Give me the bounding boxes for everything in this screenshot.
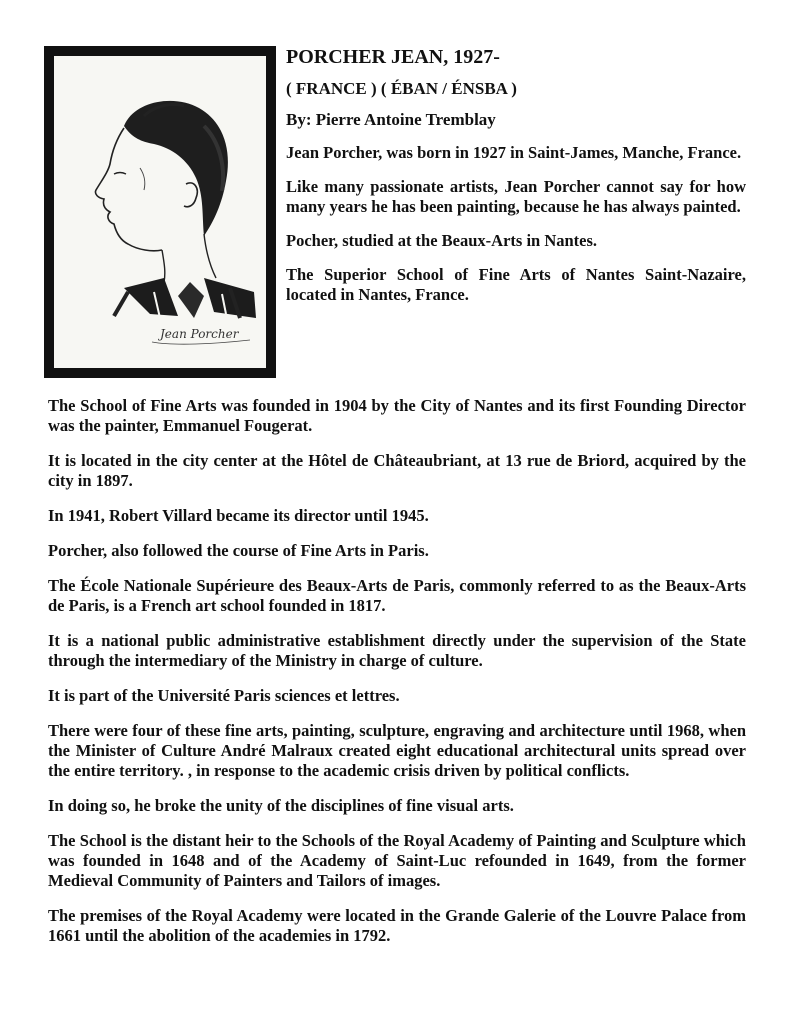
body-paragraph: It is located in the city center at the Hôtel de Châteaubriant, at 13 rue de Briord, acquired by the city in 1897. (48, 451, 746, 490)
byline: By: Pierre Antoine Tremblay (286, 110, 496, 130)
body-paragraph: Porcher, also followed the course of Fine Arts in Paris. (48, 541, 429, 560)
body-paragraph: The School is the distant heir to the Schools of the Royal Academy of Painting and Sculpture which was founded in 1648 and of the Academy of Saint-Luc refounded in 1649, from the former Medieval Community of Painters and Tailors of images. (48, 831, 746, 890)
body-column (48, 396, 746, 961)
portrait-sketch-image (54, 56, 266, 368)
body-paragraph: In 1941, Robert Villard became its director until 1945. (48, 506, 429, 525)
body-paragraph: The School of Fine Arts was founded in 1904 by the City of Nantes and its first Founding Director was the painter, Emmanuel Fougerat. (48, 396, 746, 435)
intro-paragraph: Like many passionate artists, Jean Porcher cannot say for how many years he has been painting, because he has always painted. (286, 176, 746, 216)
portrait-frame (44, 46, 276, 378)
body-paragraph: The École Nationale Supérieure des Beaux-Arts de Paris, commonly referred to as the Beaux-Arts de Paris, is a French art school founded in 1817. (48, 576, 746, 615)
body-paragraph: There were four of these fine arts, painting, sculpture, engraving and architecture until 1968, when the Minister of Culture André Malraux created eight educational architectural units spread over the entire territory. , in response to the academic crisis driven by political conflicts. (48, 721, 746, 780)
subtitle: ( FRANCE ) ( ÉBAN / ÉNSBA ) (286, 79, 517, 98)
signature: Jean Porcher (160, 327, 239, 341)
intro-paragraph: Pocher, studied at the Beaux-Arts in Nantes. (286, 230, 598, 250)
header-column (286, 46, 746, 319)
page-title: PORCHER JEAN, 1927- (286, 46, 500, 68)
intro-paragraph: The Superior School of Fine Arts of Nantes Saint-Nazaire, located in Nantes, France. (286, 264, 746, 304)
intro-paragraph: Jean Porcher, was born in 1927 in Saint-James, Manche, France. (286, 142, 742, 162)
portrait-sketch (54, 56, 266, 368)
body-paragraph: It is part of the Université Paris sciences et lettres. (48, 686, 400, 705)
body-paragraph: It is a national public administrative establishment directly under the supervision of the State through the intermediary of the Ministry in charge of culture. (48, 631, 746, 670)
body-paragraph: The premises of the Royal Academy were located in the Grande Galerie of the Louvre Palace from 1661 until the abolition of the academies in 1792. (48, 906, 746, 945)
body-paragraph: In doing so, he broke the unity of the disciplines of fine visual arts. (48, 796, 514, 815)
